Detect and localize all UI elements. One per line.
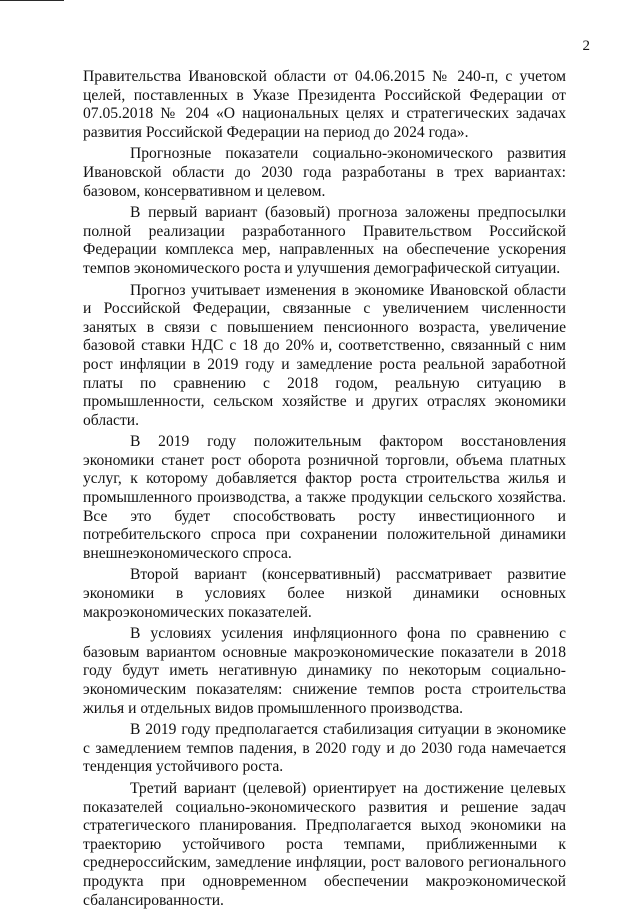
scan-edge-line [0, 0, 64, 1]
paragraph-base-variant: В первый вариант (базовый) прогноза заложены предпосылки полной реализации разработанного Правительством Российской Федерации комплекса мер, направленных на обеспечение ускорения темпов экономического роста и улучшения демографической ситуации. [83, 204, 566, 277]
paragraph-inflation-conditions: В условиях усиления инфляционного фона по сравнению с базовым вариантом основные макроэкономические показатели в 2018 году будут иметь негативную динамику по некоторым социально-экономическим показателям: снижение темпов роста строительства жилья и отдельных видов промышленного производства. [83, 625, 566, 717]
paragraph-2019-stabilization: В 2019 году предполагается стабилизация ситуации в экономике с замедлением темпов падения, в 2020 году и до 2030 года намечается тенденция устойчивого роста. [83, 721, 566, 776]
paragraph-conservative-variant: Второй вариант (консервативный) рассматривает развитие экономики в условиях более низкой динамики основных макроэкономических показателей. [83, 566, 566, 621]
document-body [83, 68, 566, 913]
paragraph-forecast-variants: Прогнозные показатели социально-экономического развития Ивановской области до 2030 года разработаны в трех вариантах: базовом, консервативном и целевом. [83, 145, 566, 200]
page-number: 2 [582, 38, 590, 54]
paragraph-2019-growth-factors: В 2019 году положительным фактором восстановления экономики станет рост оборота розничной торговли, объема платных услуг, к которому добавляется фактор роста строительства жилья и промышленного производства, а также продукции сельского хозяйства. Все это будет способствовать росту инвестиционного и потребительского спроса при сохранении положительной динамики внешнеэкономического спроса. [83, 433, 566, 562]
paragraph-target-variant: Третий вариант (целевой) ориентирует на достижение целевых показателей социально-экономического развития и решение задач стратегического планирования. Предполагается выход экономики на траекторию устойчивого роста темпами, приближенными к среднероссийским, замедление инфляции, рост валового регионального продукта при одновременном обеспечении макроэкономической сбалансированности. [83, 779, 566, 909]
paragraph-continuation: Правительства Ивановской области от 04.06.2015 № 240-п, с учетом целей, поставленных в Указе Президента Российской Федерации от 07.05.2018 № 204 «О национальных целях и стратегических задачах развития Российской Федерации на период до 2024 года». [83, 68, 566, 141]
paragraph-forecast-changes: Прогноз учитывает изменения в экономике Ивановской области и Российской Федерации, связанные с увеличением численности занятых в связи с повышением пенсионного возраста, увеличение базовой ставки НДС с 18 до 20% и, соответственно, связанный с ним рост инфляции в 2019 году и замедление роста реальной заработной платы по сравнению с 2018 годом, реальную ситуацию в промышленности, сельском хозяйстве и других отраслях экономики области. [83, 281, 566, 429]
